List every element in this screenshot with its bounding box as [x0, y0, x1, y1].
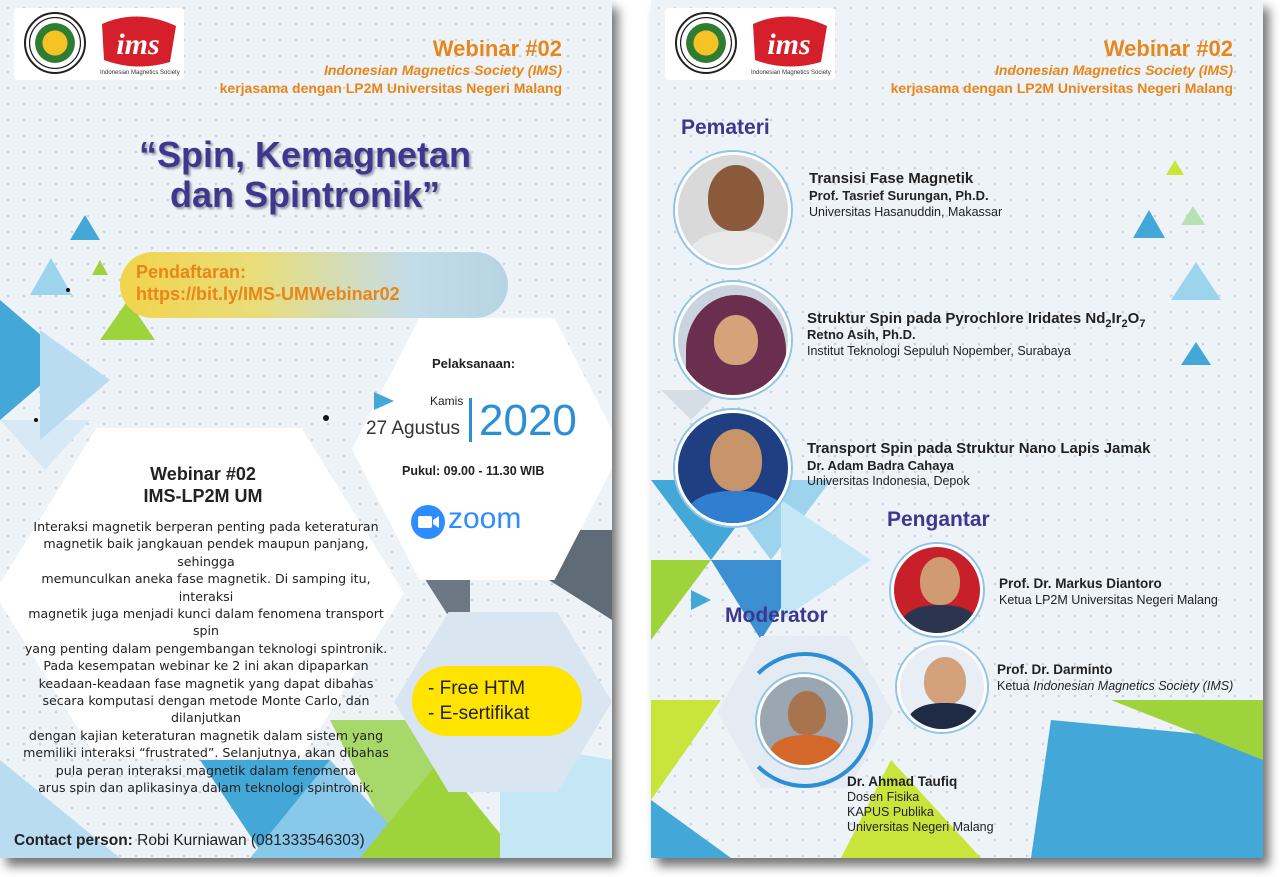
benefit-item: - Free HTM — [428, 678, 526, 699]
event-date: 27 Agustus — [366, 418, 461, 439]
speaker-photo — [675, 152, 791, 268]
event-year: 2020 — [479, 396, 577, 445]
speaker-topic: Transisi Fase Magnetik — [809, 170, 974, 187]
speaker-photo — [675, 410, 791, 526]
host-name: Prof. Dr. Darminto — [997, 662, 1113, 677]
um-university-seal — [24, 12, 86, 74]
logo-strip — [14, 8, 184, 80]
host-role: Ketua Indonesian Magnetics Society (IMS) — [997, 679, 1234, 693]
description-line: magnetik juga menjadi kunci dalam fenomena transport spin — [28, 606, 384, 639]
svg-text:ims: ims — [116, 28, 160, 61]
description-line: memunculkan aneka fase magnetik. Di samping itu, interaksi — [41, 571, 371, 604]
speaker-topic: Transport Spin pada Struktur Nano Lapis Jamak — [807, 440, 1151, 457]
speaker-name: Retno Asih, Ph.D. — [807, 327, 916, 342]
ims-logo — [96, 14, 180, 72]
organizer-society: Indonesian Magnetics Society (IMS) — [323, 62, 562, 78]
event-title-line2: dan Spintronik” — [170, 174, 440, 215]
moderator-photo — [757, 674, 851, 768]
description-line: magnetik baik jangkauan pendek maupun panjang, sehingga — [43, 536, 369, 569]
organizer-partner: kerjasama dengan LP2M Universitas Negeri Malang — [890, 80, 1233, 96]
speaker-name: Prof. Tasrief Surungan, Ph.D. — [809, 188, 989, 203]
moderator-detail: Dosen Fisika — [847, 790, 920, 804]
play-triangle-icon — [372, 390, 396, 412]
description-line: Interaksi magnetik berperan penting pada keteraturan — [33, 519, 379, 534]
registration-label: Pendaftaran: — [136, 262, 247, 282]
webinar-number: Webinar #02 — [1103, 36, 1233, 61]
poster-left — [0, 0, 612, 858]
host-photo — [891, 544, 983, 636]
speaker-topic: Struktur Spin pada Pyrochlore Iridates $Nd_2Ir_2O_7$ — [807, 310, 1146, 330]
poster-right — [651, 0, 1263, 858]
description-line: yang penting dalam pengembangan teknologi spintronik. — [24, 640, 388, 656]
registration-banner — [120, 252, 508, 318]
moderator-name: Dr. Ahmad Taufiq — [847, 774, 958, 789]
logo-strip — [665, 8, 835, 80]
speakers-heading: Pemateri — [681, 116, 770, 139]
organizer-society: Indonesian Magnetics Society (IMS) — [994, 62, 1233, 78]
description-line: pula peran interaksi magnetik dalam fenomena — [55, 762, 357, 778]
host-name: Prof. Dr. Markus Diantoro — [999, 576, 1162, 591]
event-title-line1: “Spin, Kemagnetan — [138, 134, 472, 175]
event-description — [18, 518, 394, 797]
um-university-seal — [675, 12, 737, 74]
description-line: Pada kesempatan webinar ke 2 ini akan dipaparkan — [43, 658, 369, 674]
description-line: secara komputasi dengan metode Monte Carlo, dan dilanjutkan — [42, 693, 370, 726]
zoom-camera-icon — [410, 504, 446, 540]
organizer-partner: kerjasama dengan LP2M Universitas Negeri Malang — [219, 80, 562, 96]
hosts-heading: Pengantar — [887, 508, 990, 531]
benefit-item: - E-sertifikat — [428, 703, 530, 724]
benefits-badge — [412, 666, 582, 736]
speaker-name: Dr. Adam Badra Cahaya — [807, 458, 954, 473]
speaker-affiliation: Universitas Hasanuddin, Makassar — [809, 205, 1003, 219]
speaker-photo — [675, 282, 791, 398]
zoom-wordmark: zoom — [448, 502, 522, 535]
event-day: Kamis — [430, 394, 464, 408]
event-time: Pukul: 09.00 - 11.30 WIB — [402, 464, 545, 478]
moderator-detail: Universitas Negeri Malang — [847, 820, 994, 834]
contact-value: Robi Kurniawan (081333546303) — [132, 832, 365, 849]
svg-text:ims: ims — [767, 28, 811, 61]
ims-caption: Indonesian Magnetics Society — [751, 70, 831, 76]
registration-link[interactable]: https://bit.ly/IMS-UMWebinar02 — [136, 284, 400, 304]
host-role: Ketua LP2M Universitas Negeri Malang — [999, 593, 1218, 607]
description-line: dengan kajian keteraturan magnetik dalam sistem yang — [28, 727, 384, 743]
webinar-number: Webinar #02 — [432, 36, 562, 61]
moderator-detail: KAPUS Publika — [847, 805, 934, 819]
speaker-affiliation: Institut Teknologi Sepuluh Nopember, Surabaya — [807, 344, 1071, 358]
contact-label: Contact person: — [14, 832, 133, 849]
ims-caption: Indonesian Magnetics Society — [100, 70, 180, 76]
description-line: arus spin dan aplikasinya dalam teknologi spintronik. — [38, 780, 374, 796]
info-heading-org: IMS-LP2M UM — [143, 486, 263, 506]
contact-person — [14, 832, 365, 850]
ims-logo — [747, 14, 831, 72]
schedule-heading: Pelaksanaan: — [432, 356, 516, 371]
description-line: memiliki interaksi “frustrated”. Selanjutnya, akan dibahas — [23, 745, 389, 761]
moderator-heading: Moderator — [725, 604, 828, 627]
host-photo — [897, 642, 987, 732]
info-heading-webinar: Webinar #02 — [150, 464, 256, 484]
zoom-logo — [410, 502, 540, 542]
date-divider — [469, 398, 472, 442]
speaker-affiliation: Universitas Indonesia, Depok — [807, 474, 970, 488]
description-line: keadaan-keadaan fase magnetik yang dapat dibahas — [38, 675, 374, 691]
